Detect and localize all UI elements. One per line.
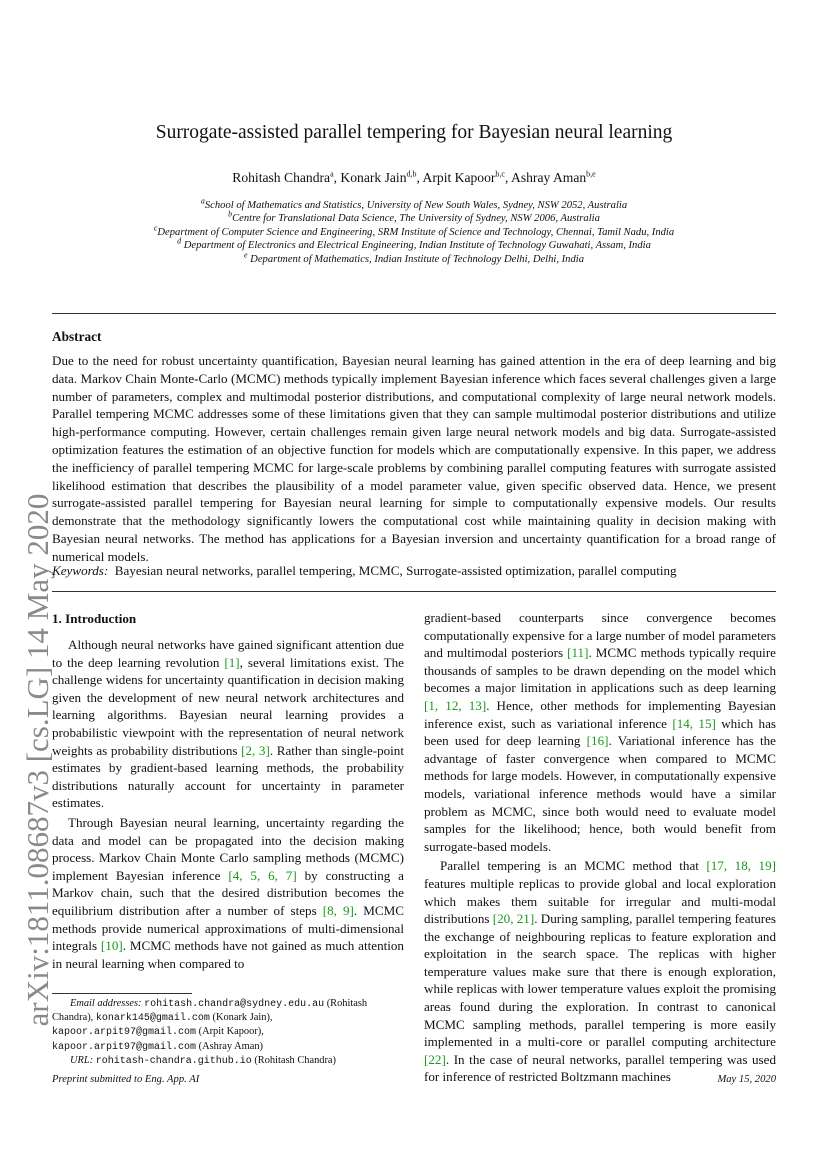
email-address: rohitash.chandra@sydney.edu.au	[144, 999, 325, 1010]
text-run: which has been used for deep learning	[424, 715, 776, 749]
url-value: rohitash-chandra.github.io	[95, 1055, 252, 1067]
citation-link: [11]	[567, 645, 589, 661]
author-sup: b,e	[586, 169, 596, 179]
email-address: kapoor.arpit97@gmail.com	[52, 1027, 197, 1039]
arxiv-stamp: arXiv:1811.08687v3 [cs.LG] 14 May 2020	[20, 493, 55, 1027]
paragraph	[424, 857, 776, 1086]
email-address: konark145@gmail.com	[95, 1013, 210, 1025]
email-owner: (Rohitash Chandra),	[52, 998, 368, 1024]
footer-left: Preprint submitted to Eng. App. AI	[52, 1074, 200, 1085]
citation-link: [4, 5, 6, 7]	[228, 867, 297, 883]
author-list: Rohitash Chandra$^a$, Konark Jain$^{d,b}$, Arpit Kapoor$^{b,c}$, Ashray Aman$^{b,e}$	[232, 169, 596, 185]
text-run: . Variational inference has the advantage of faster convergence when compared to MCMC methods for large models. However, in computationally expensive models, variational inference methods would have a similar problem as MCMC, since both would need to evaluate model samples for the likelihood; hence, both would benefit from surrogate-based models.	[424, 733, 776, 854]
author-name: Arpit Kapoor	[422, 170, 496, 185]
affiliation-sup: a	[200, 196, 205, 206]
text-run: by constructing a Markov chain, such that the desired distribution becomes the equilibrium distribution after a number of steps	[52, 867, 404, 918]
email-owner: (Konark Jain),	[209, 1012, 273, 1024]
affiliation	[0, 250, 828, 266]
footnote-rule	[52, 993, 192, 994]
text-run: . Rather than single-point estimates by gradient-based learning methods, the probability distributions naturally account for uncertainty in parameter estimates.	[52, 742, 404, 811]
affiliation-sup: b	[228, 209, 233, 219]
paragraph	[52, 814, 404, 972]
left-column	[52, 636, 404, 972]
citation-link: [2, 3]	[241, 742, 270, 758]
text-run: . Hence, other methods for implementing Bayesian inference exist, such as variational inference	[424, 697, 776, 731]
citation-link: [17, 18, 19]	[706, 858, 776, 874]
right-column	[424, 609, 776, 1086]
text-run: . MCMC methods typically require thousands of samples to be drawn depending on the model which becomes a major limitation in applications such as deep learning	[424, 645, 776, 696]
top-rule	[52, 313, 776, 314]
text-run: . MCMC methods have not gained as much attention in neural learning when compared to	[52, 938, 404, 971]
text-run: . MCMC methods provide numerical approximations of multi-dimensional integrals	[52, 902, 404, 954]
author-sup: b,c	[495, 169, 505, 179]
paragraph	[424, 609, 776, 855]
url-label: URL:	[70, 1054, 94, 1066]
section-heading: 1. Introduction	[52, 611, 137, 626]
footer-date: May 15, 2020	[717, 1074, 776, 1085]
citation-link: [10]	[100, 938, 123, 954]
email-owner: (Arpit Kapoor),	[196, 1026, 264, 1038]
affiliation	[0, 236, 828, 252]
text-run: features multiple replicas to provide global and local exploration which makes them suitable for irregular and multi-modal distributions	[424, 875, 776, 927]
email-address: kapoor.arpit97@gmail.com	[52, 1041, 197, 1053]
text-run: , several limitations exist. The challenge widens for uncertainty quantification in decision making given the development of new neural network architectures and learning algorithms. Bayesian neural learning provides a probabilistic viewpoint with the representation of neural network weights as probability distributions	[52, 654, 404, 758]
author-name: Konark Jain	[340, 170, 407, 185]
text-run: Although neural networks have gained significant attention due to the deep learning revolution	[52, 637, 404, 670]
citation-link: [20, 21]	[492, 911, 535, 927]
author-sup: a	[330, 169, 334, 179]
author-name: Rohitash Chandra	[232, 170, 331, 185]
text-run: . In the case of neural networks, parallel tempering was used for inference of restricted Boltzmann machines	[424, 1051, 776, 1085]
citation-link: [14, 15]	[672, 715, 716, 731]
text-run: . During sampling, parallel tempering features the exchange of neighbouring replicas to feature exploration and exploitation in the search space. The replicas with higher temperature values make sure that there is enough exploration, while replicas with lower temperature values exploit the promising areas found during the exploration. In contrast to canonical MCMC sampling methods, parallel tempering is more easily implemented in a multi-core or parallel computing architecture	[424, 911, 777, 1050]
affiliation-sup: c	[153, 223, 158, 233]
abstract-heading: Abstract	[52, 329, 102, 344]
citation-link: [22]	[424, 1051, 446, 1067]
affiliation-sup: e	[243, 250, 248, 260]
keywords-rule	[52, 591, 776, 592]
url-owner: (Rohitash Chandra)	[251, 1054, 336, 1066]
keywords-text: Bayesian neural networks, parallel tempering, MCMC, Surrogate-assisted optimization, parallel computing	[114, 563, 677, 578]
email-label: Email addresses:	[70, 998, 142, 1009]
affiliation-text: Department of Electronics and Electrical Engineering, Indian Institute of Technology Guwahati, Assam, India	[181, 240, 651, 252]
affiliation	[0, 223, 828, 239]
affiliation-text: Department of Computer Science and Engineering, SRM Institute of Science and Technology, Chennai, Tamil Nadu, India	[157, 226, 675, 238]
paragraph	[52, 636, 404, 812]
citation-link: [16]	[586, 733, 609, 749]
affiliation-text: Centre for Translational Data Science, The University of Sydney, NSW 2006, Australia	[232, 213, 600, 225]
keywords-label: Keywords:	[52, 563, 109, 578]
author-sup: d,b	[406, 169, 417, 179]
author-name: Ashray Aman	[511, 170, 587, 185]
citation-link: [8, 9]	[322, 902, 354, 918]
keywords-line	[52, 563, 776, 579]
citation-link: [1, 12, 13]	[424, 697, 487, 713]
text-run: Parallel tempering is an MCMC method that	[440, 858, 707, 874]
affiliation-text: School of Mathematics and Statistics, University of New South Wales, Sydney, NSW 2052, Australia	[204, 200, 628, 211]
affiliation	[0, 209, 828, 225]
abstract-text: Due to the need for robust uncertainty quantification, Bayesian neural learning has gained attention in the era of deep learning and big data. Markov Chain Monte-Carlo (MCMC) methods typically implement Bayesian inference which faces several challenges given a large number of parameters, complex and multimodal posterior distributions, and computational complexity of large neural network models. Parallel tempering MCMC addresses some of these limitations given that they can sample multimodal posterior distributions and utilize high-performance computing. However, certain challenges remain given large neural network models and big data. Surrogate-assisted optimization features the estimation of an objective function for models which are computationally expensive. In this paper, we address the inefficiency of parallel tempering MCMC for large-scale problems by combining parallel computing features with surrogate assisted likelihood estimation that describes the plausibility of a model parameter value, given specific observed data. Hence, we present surrogate-assisted parallel tempering for Bayesian neural learning for simple to computationally expensive models. Our results demonstrate that the methodology significantly lowers the computational cost while maintaining quality in decision making with Bayesian neural networks. The method has applications for a Bayesian inversion and uncertainty quantification for a broad range of numerical models.	[52, 353, 776, 564]
text-run: gradient-based counterparts since convergence becomes computationally expensive for a large number of model parameters and multimodal posteriors	[424, 610, 776, 661]
email-owner: (Ashray Aman)	[196, 1040, 263, 1052]
text-run: Through Bayesian neural learning, uncertainty regarding the data and model can be propagated into the decision making process. Markov Chain Monte Carlo sampling methods (MCMC) implement Bayesian inference	[52, 814, 404, 883]
affiliation-text: Department of Mathematics, Indian Institute of Technology Delhi, Delhi, India	[247, 253, 585, 265]
affiliation	[0, 196, 828, 212]
footnote	[52, 997, 404, 1068]
citation-link: [1]	[224, 654, 240, 670]
affiliation-sup: d	[177, 236, 182, 246]
paper-title: Surrogate-assisted parallel tempering for Bayesian neural learning	[155, 122, 673, 143]
